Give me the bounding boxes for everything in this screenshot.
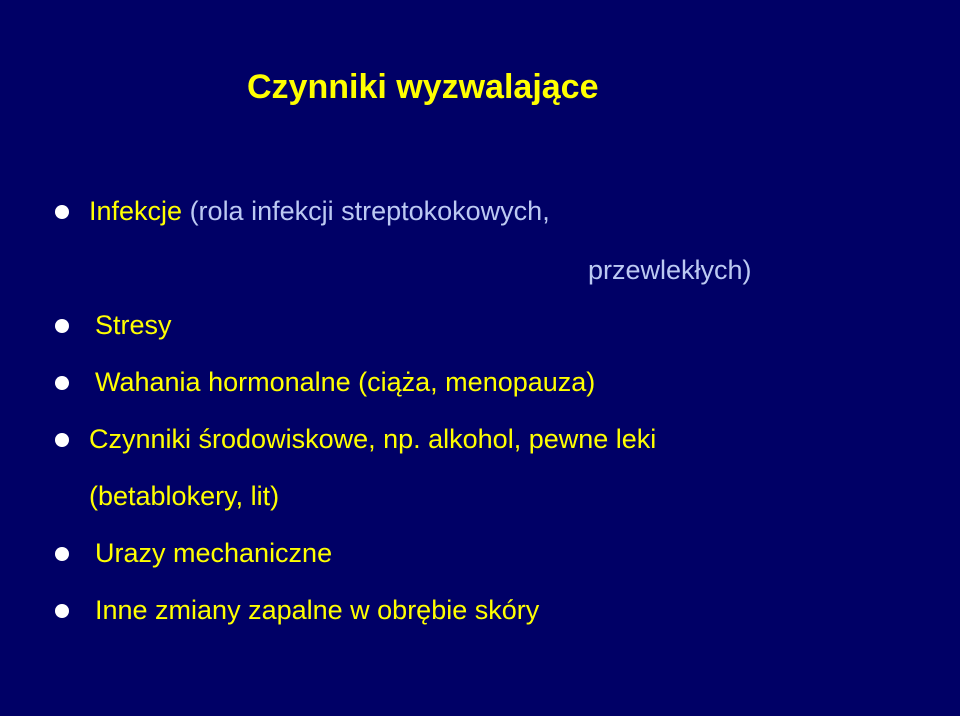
bullet-icon — [55, 376, 69, 390]
list-item-inflammation: Inne zmiany zapalne w obrębie skóry — [95, 595, 540, 625]
list-item-hormonal: Wahania hormonalne (ciąża, menopauza) — [95, 367, 596, 397]
list-item-continuation: przewlekłych) — [588, 255, 752, 285]
list-item-continuation: (betablokery, lit) — [89, 481, 280, 511]
bullet-icon — [55, 433, 69, 447]
list-item-stress: Stresy — [95, 310, 172, 340]
bullet-icon — [55, 319, 69, 333]
bullet-icon — [55, 604, 69, 618]
bullet-icon — [55, 547, 69, 561]
list-item-infections — [89, 198, 550, 225]
slide-title: Czynniki wyzwalające — [247, 68, 599, 106]
list-item-environmental: Czynniki środowiskowe, np. alkohol, pewne leki — [89, 424, 657, 454]
list-item-text: (rola infekcji streptokokowych, — [182, 196, 550, 226]
highlight-keyword: Infekcje — [89, 196, 183, 226]
list-item-trauma: Urazy mechaniczne — [95, 538, 333, 568]
bullet-icon — [55, 205, 69, 219]
